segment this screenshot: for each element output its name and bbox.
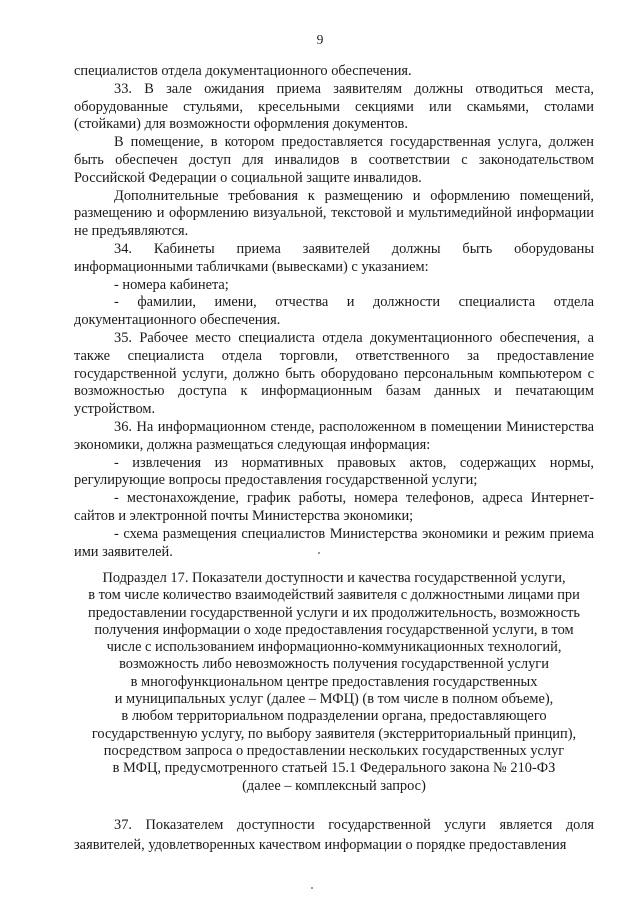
heading-line: (далее – комплексный запрос) — [242, 777, 426, 794]
scan-speck — [311, 887, 313, 889]
list-item-staff-layout: - схема размещения специалистов Министерства экономики и режим приема ими заявителей. — [74, 525, 594, 560]
paragraph-37: 37. Показателем доступности государственной услуги является доля заявителей, удовлетворенных качеством информации о порядке предоставления — [74, 817, 594, 853]
body-text — [74, 63, 594, 561]
heading-line: в многофункциональном центре предоставления государственных — [130, 673, 538, 690]
page-number: 9 — [316, 32, 324, 47]
heading-line: в любом территориальном подразделении органа, предоставляющего — [121, 708, 547, 725]
heading-line: возможность либо невозможность получения государственной услуги — [119, 656, 549, 673]
paragraph-disabled-access: В помещение, в котором предоставляется государственная услуга, должен быть обеспечен доступ для инвалидов в соответствии с законодательством Российской Федерации о социальной защите инвалидов. — [74, 134, 594, 186]
paragraph-35: 35. Рабочее место специалиста отдела документационного обеспечения, а также специалиста отдела торговли, ответственного за предоставление государственной услуги, должно быть оборудовано персональным компьютером с возможностью доступа к информационным базам данных и печатающим устройством. — [74, 329, 594, 418]
paragraph-additional-requirements: Дополнительные требования к размещению и оформлению помещений, размещению и оформлению визуальной, текстовой и мультимедийной информации не предъявляются. — [74, 187, 594, 240]
list-item-room-number: - номера кабинета; — [114, 276, 229, 293]
heading-line: Подраздел 17. Показатели доступности и качества государственной услуги, — [102, 570, 566, 586]
list-item-legal-extracts: - извлечения из нормативных правовых актов, содержащих нормы, регулирующие вопросы предоставления государственной услуги; — [74, 454, 594, 489]
heading-line: предоставлении государственной услуги и их продолжительность, возможность — [88, 604, 580, 621]
heading-line: числе с использованием информационно-коммуникационных технологий, — [106, 639, 562, 656]
heading-line: посредством запроса о предоставлении нескольких государственных услуг — [103, 742, 565, 759]
paragraph-36: 36. На информационном стенде, расположенном в помещении Министерства экономики, должна размещаться следующая информация: — [74, 418, 594, 453]
heading-line: в том числе количество взаимодействий заявителя с должностными лицами при — [88, 587, 580, 604]
heading-line: и муниципальных услуг (далее – МФЦ) (в том числе в полном объеме), — [114, 691, 554, 708]
tail-text — [74, 815, 594, 855]
paragraph-33: 33. В зале ожидания приема заявителям должны отводиться места, оборудованные стульями, кресельными секциями или скамьями, столами (стойками) для возможности оформления документов. — [74, 80, 594, 133]
heading-line: в МФЦ, предусмотренного статьей 15.1 Федерального закона № 210-ФЗ — [112, 760, 556, 777]
heading-line: получения информации о ходе предоставления государственной услуги, в том — [94, 621, 574, 638]
scan-speck — [318, 552, 320, 554]
subsection-heading — [64, 570, 604, 795]
list-item-location-schedule: - местонахождение, график работы, номера телефонов, адреса Интернет-сайтов и электронной почты Министерства экономики; — [74, 490, 594, 524]
list-item-specialist-name: - фамилии, имени, отчества и должности специалиста отдела документационного обеспечения. — [74, 294, 594, 329]
paragraph-continuation: специалистов отдела документационного обеспечения. — [74, 63, 412, 79]
heading-line: государственную услугу, по выбору заявителя (экстерриториальный принцип), — [91, 725, 577, 742]
paragraph-34: 34. Кабинеты приема заявителей должны быть оборудованы информационными табличками (вывесками) с указанием: — [74, 240, 594, 275]
